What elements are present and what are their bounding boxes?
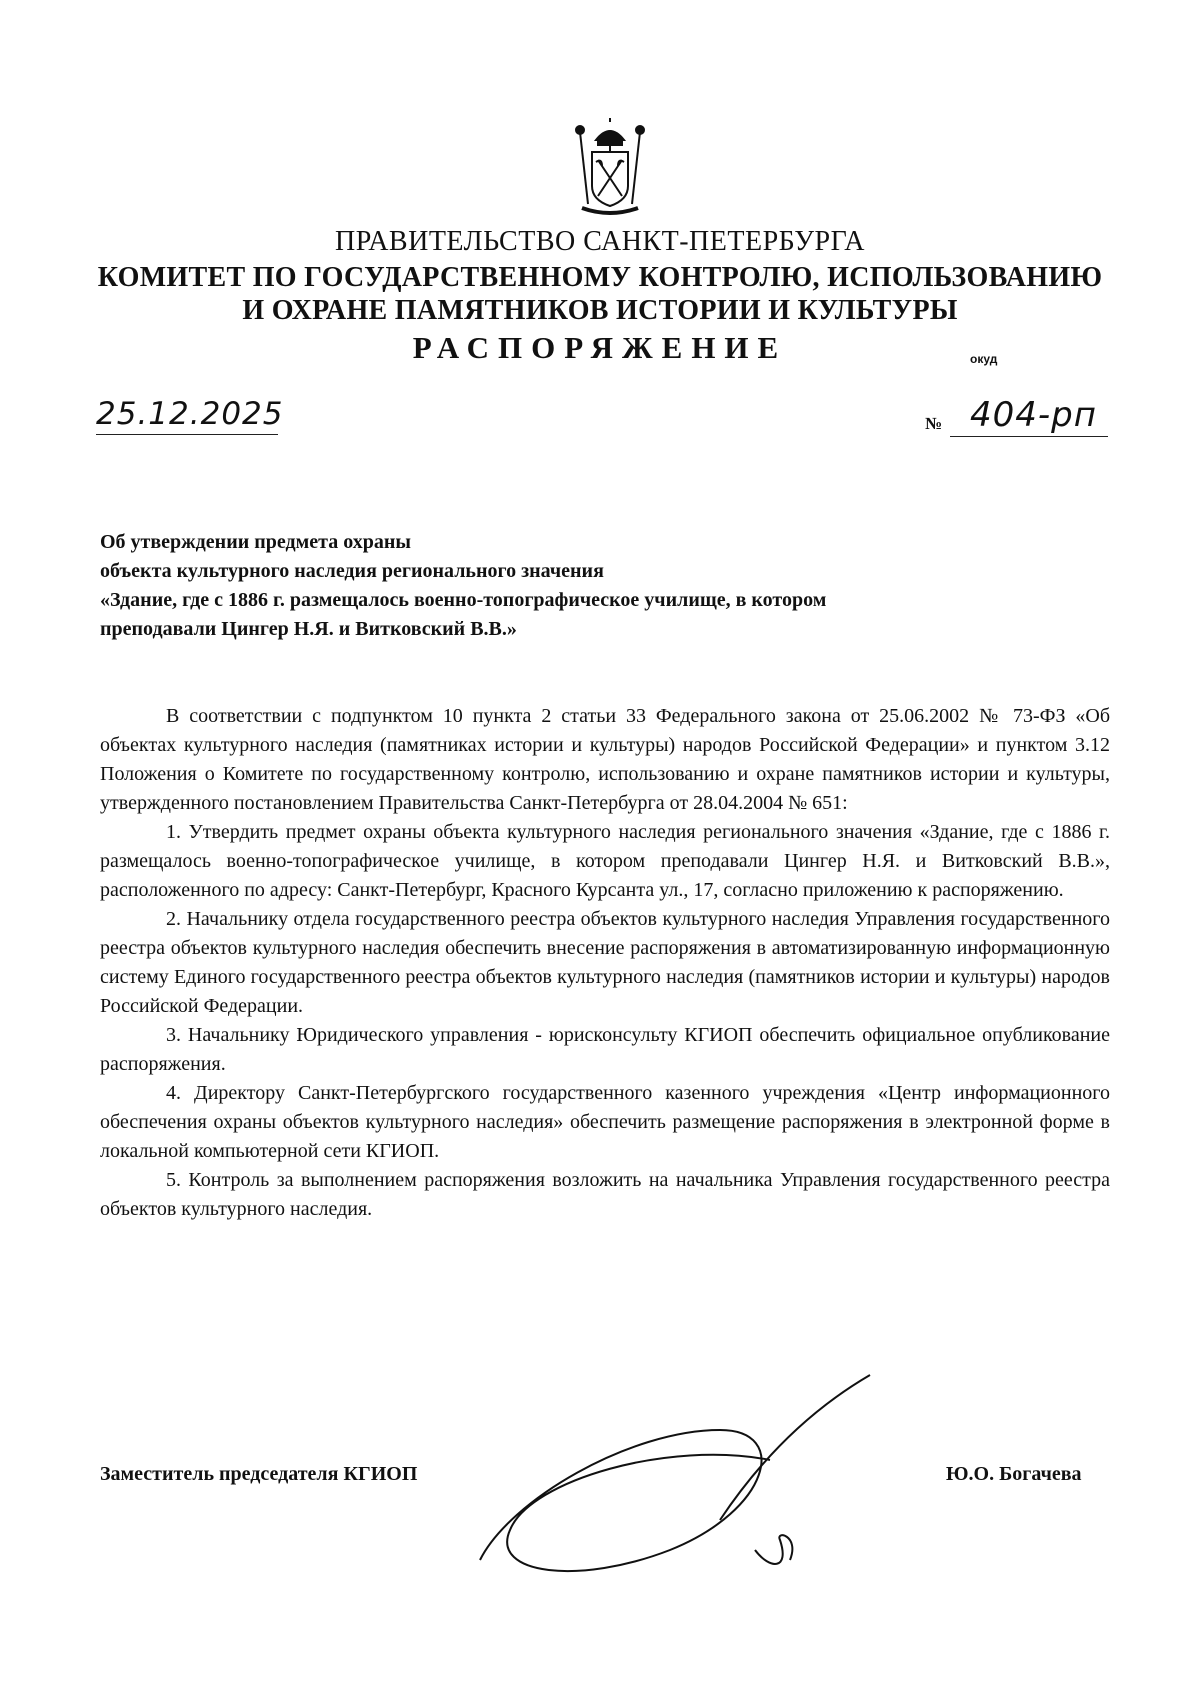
clause-paragraph: 2. Начальнику отдела государственного реестра объектов культурного наследия Управления государственного реестра объектов культурного наследия обеспечить внесение распоряжения в автоматизированную информационную систему Единого государственного реестра объектов культурного наследия (памятников истории и культуры) народов Российской Федерации.	[100, 908, 1110, 1017]
handwritten-signature	[470, 1370, 880, 1585]
number-sign: №	[925, 414, 943, 433]
document-number: 404-рп	[970, 395, 1097, 435]
date-underline	[96, 434, 278, 435]
okud-label: окуд	[970, 352, 998, 366]
document-type-title: РАСПОРЯЖЕНИЕ	[412, 330, 788, 365]
document-subject	[100, 528, 1110, 644]
subject-line: «Здание, где с 1886 г. размещалось военно-топографическое училище, в котором	[100, 589, 827, 611]
number-underline	[950, 436, 1108, 437]
clause-paragraph: 5. Контроль за выполнением распоряжения возложить на начальника Управления государственного реестра объектов культурного наследия.	[100, 1169, 1110, 1220]
subject-line: преподавали Цингер Н.Я. и Витковский В.В.»	[100, 618, 517, 640]
signatory-title: Заместитель председателя КГИОП	[100, 1463, 418, 1485]
clause-paragraph: 4. Директору Санкт-Петербургского государственного казенного учреждения «Центр информационного обеспечения охраны объектов культурного наследия» обеспечить размещение распоряжения в электронной форме в локальной компьютерной сети КГИОП.	[100, 1082, 1110, 1162]
preamble-paragraph: В соответствии с подпунктом 10 пункта 2 статьи 33 Федерального закона от 25.06.2002 № 73-ФЗ «Об объектах культурного наследия (памятниках истории и культуры) народов Российской Федерации» и пунктом 3.12 Положения о Комитете по государственному контролю, использованию и охране памятников истории и культуры, утвержденного постановлением Правительства Санкт-Петербурга от 28.04.2004 № 651:	[100, 705, 1110, 814]
coat-of-arms-icon	[560, 118, 660, 218]
subject-line: объекта культурного наследия регионального значения	[100, 560, 604, 582]
signatory-name: Ю.О. Богачева	[946, 1463, 1082, 1485]
subject-line: Об утверждении предмета охраны	[100, 531, 411, 553]
government-name: ПРАВИТЕЛЬСТВО САНКТ-ПЕТЕРБУРГА	[335, 226, 865, 257]
document-date: 25.12.2025	[96, 396, 284, 432]
committee-name-line-2: И ОХРАНЕ ПАМЯТНИКОВ ИСТОРИИ И КУЛЬТУРЫ	[242, 295, 958, 326]
clause-paragraph: 1. Утвердить предмет охраны объекта культурного наследия регионального значения «Здание, где с 1886 г. размещалось военно-топографическое училище, в котором преподавали Цингер Н.Я. и Витковский В.В.», расположенного по адресу: Санкт-Петербург, Красного Курсанта ул., 17, согласно приложению к распоряжению.	[100, 821, 1110, 901]
document-body	[100, 702, 1110, 1224]
clause-paragraph: 3. Начальнику Юридического управления - юрисконсульту КГИОП обеспечить официальное опубликование распоряжения.	[100, 1024, 1110, 1075]
committee-name-line-1: КОМИТЕТ ПО ГОСУДАРСТВЕННОМУ КОНТРОЛЮ, ИСПОЛЬЗОВАНИЮ	[97, 262, 1103, 293]
